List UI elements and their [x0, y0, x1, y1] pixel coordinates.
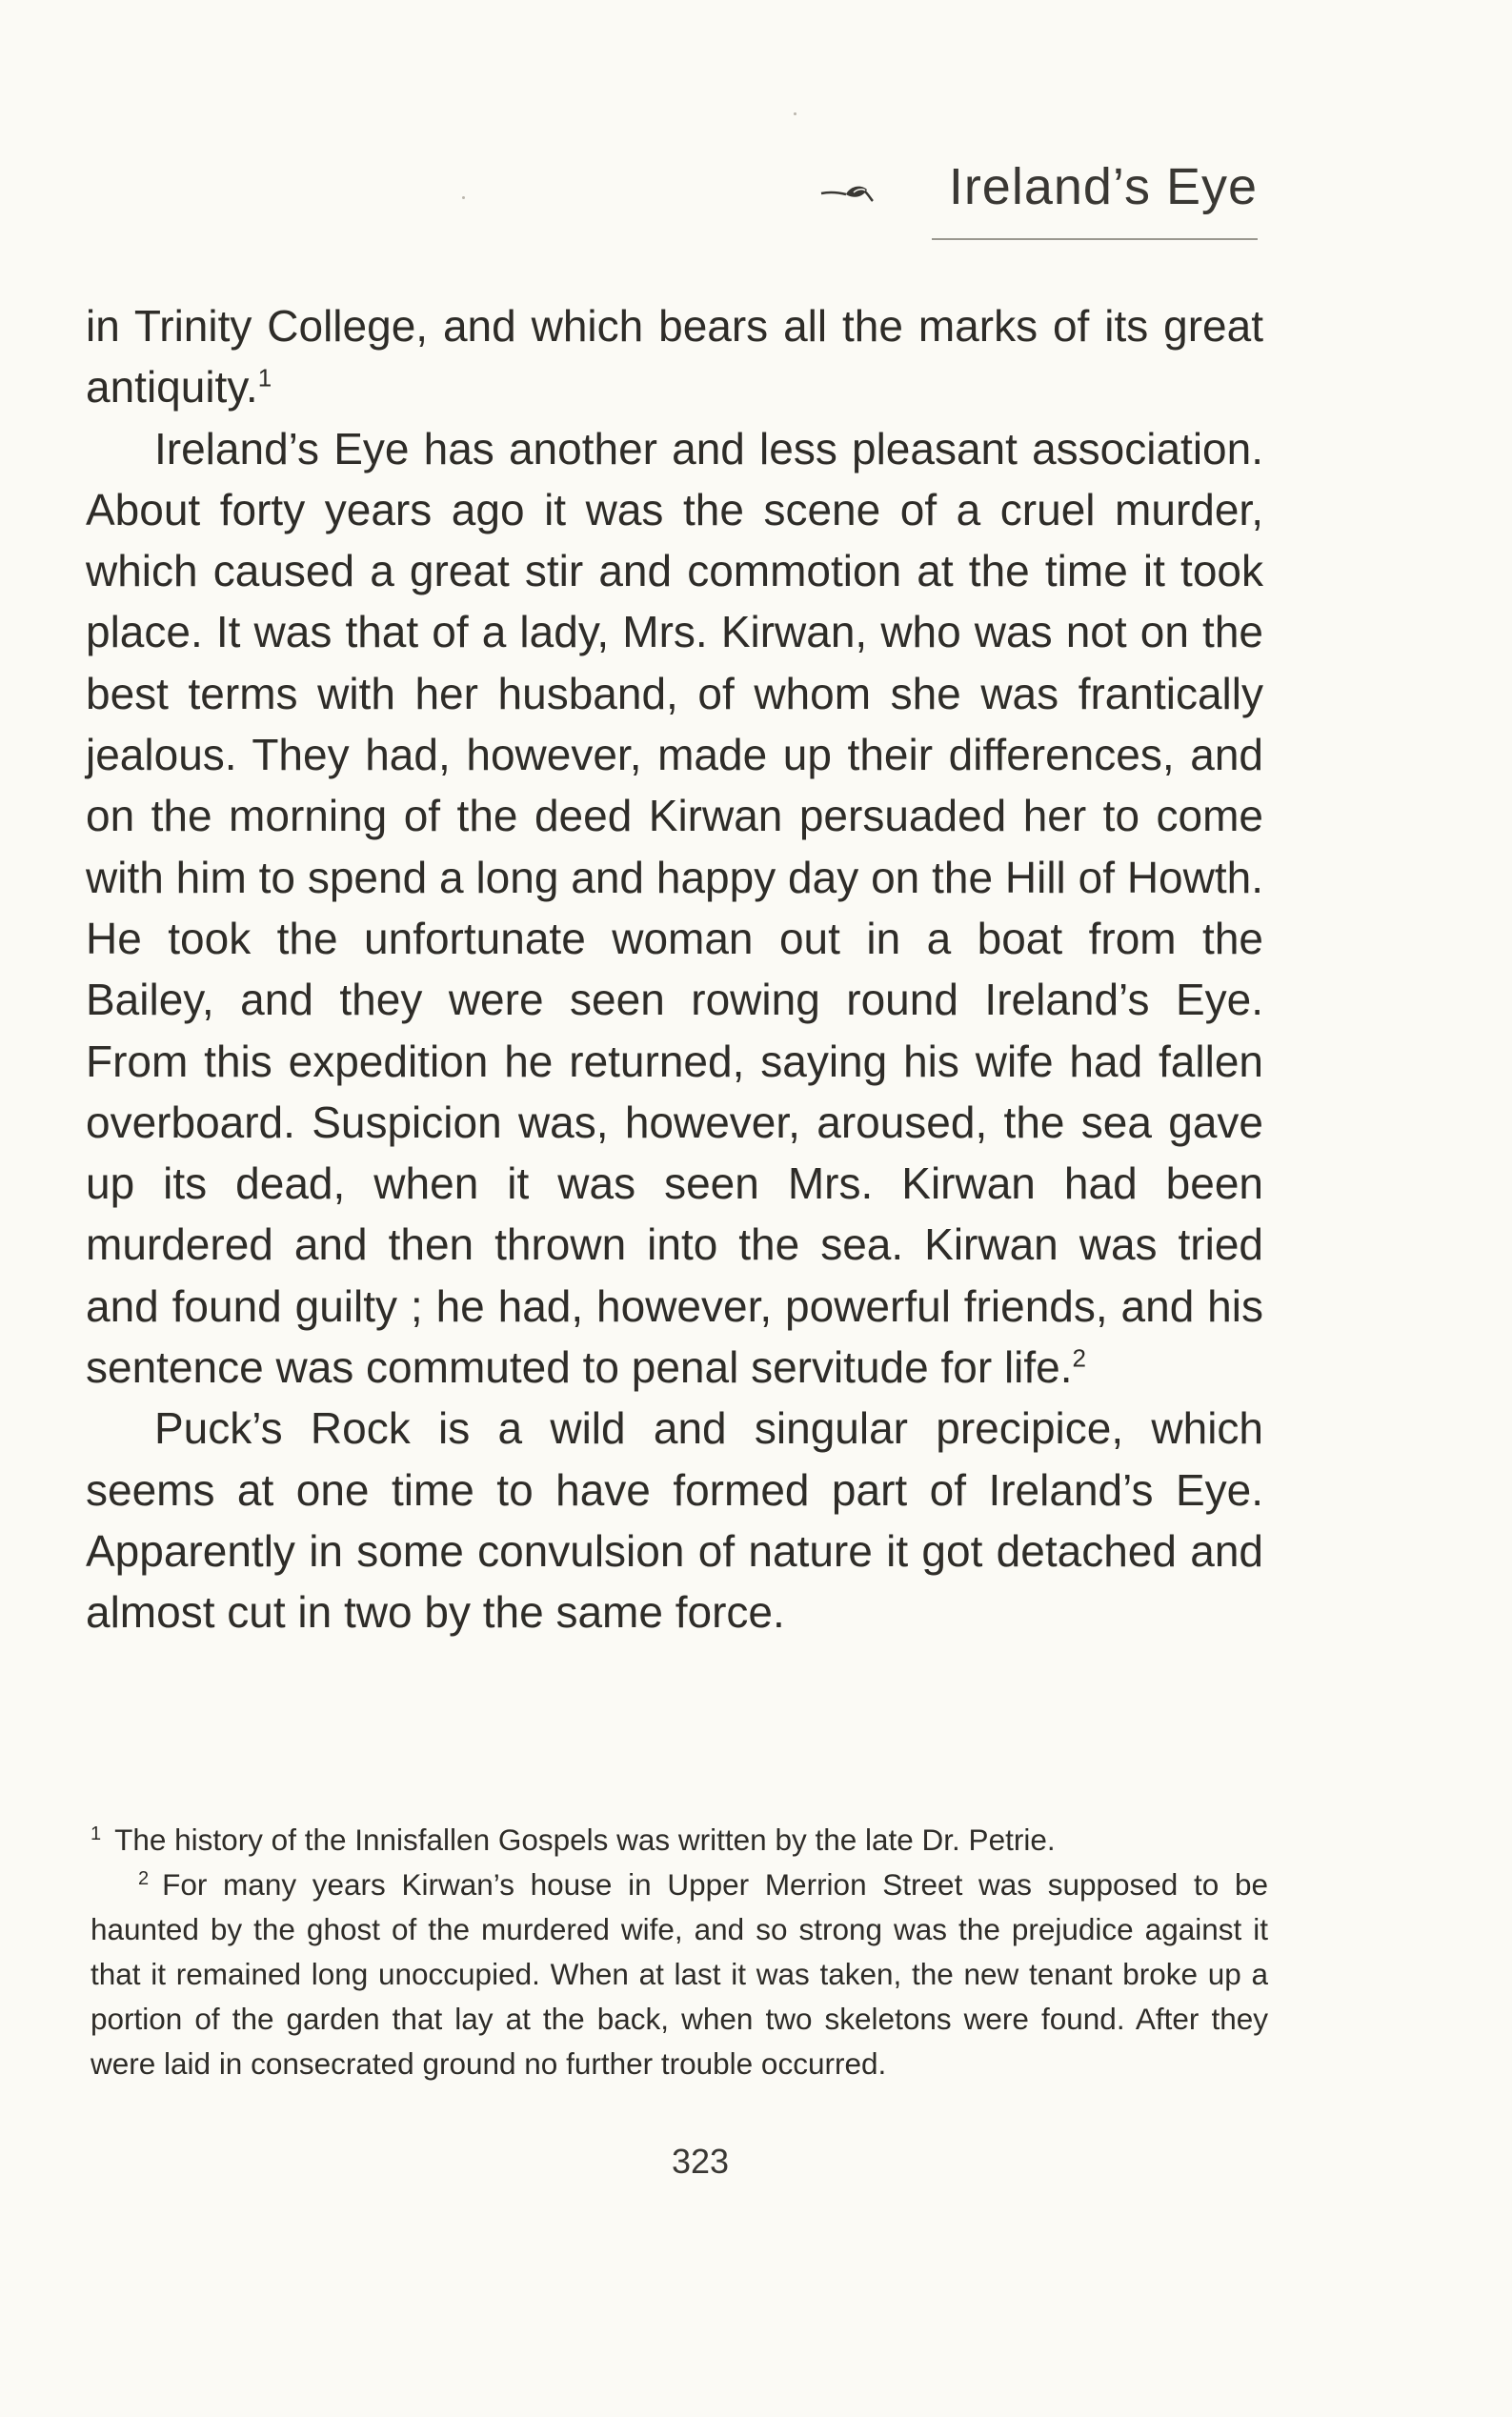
paragraph-text: Puck’s Rock is a wild and singular precipice, which seems at one time to have formed part of Ireland’s Eye. Apparently in some convulsion of nature it got detached and almost cut in two by the same force.: [86, 1403, 1263, 1638]
body-paragraph: [86, 295, 1263, 418]
footnote-reference: 2: [1072, 1343, 1087, 1373]
body-paragraph: [86, 1398, 1263, 1642]
footnote: [91, 1818, 1268, 1863]
body-paragraph: [86, 418, 1263, 1399]
running-title: Ireland’s Eye: [948, 158, 1258, 215]
footnote-marker: 2: [138, 1867, 150, 1889]
header-rule: [932, 238, 1258, 240]
paragraph-text: in Trinity College, and which bears all the marks of its great antiquity.: [86, 301, 1263, 413]
footnote: [91, 1863, 1268, 2086]
paper-speck: [794, 112, 796, 115]
footnote-marker: 1: [91, 1823, 102, 1844]
footnote-text: For many years Kirwan’s house in Upper Merrion Street was supposed to be haunted by the ghost of the murdered wife, and so strong was the prejudice against it that it remained long unoccupied. When at last it was taken, the new tenant broke up a portion of the garden that lay at the back, when two skeletons were found. After they were laid in consecrated ground no further trouble occurred.: [91, 1867, 1268, 2081]
paper-speck: [462, 196, 465, 199]
page-number: 323: [671, 2142, 730, 2181]
leaf-fleuron-icon: [819, 178, 877, 207]
running-header: [819, 157, 1258, 243]
footnote-text: The history of the Innisfallen Gospels was written by the late Dr. Petrie.: [114, 1823, 1056, 1857]
paragraph-text: Ireland’s Eye has another and less pleasant association. About forty years ago it was the scene of a cruel murder, which caused a great stir and commotion at the time it took place. It was that of a lady, Mrs. Kirwan, who was not on the best terms with her husband, of whom she was frantically jealous. They had, however, made up their differences, and on the morning of the deed Kirwan persuaded her to come with him to spend a long and happy day on the Hill of Howth. He took the unfortunate woman out in a boat from the Bailey, and they were seen rowing round Ireland’s Eye. From this expedition he returned, saying his wife had fallen overboard. Suspicion was, however, aroused, the sea gave up its dead, when it was seen Mrs. Kirwan had been murdered and then thrown into the sea. Kirwan was tried and found guilty ; he had, however, powerful friends, and his sentence was commuted to penal servitude for life.: [86, 423, 1263, 1393]
footnote-reference: 1: [257, 363, 272, 393]
footnotes: [91, 1818, 1268, 2086]
main-text: [86, 295, 1263, 1643]
